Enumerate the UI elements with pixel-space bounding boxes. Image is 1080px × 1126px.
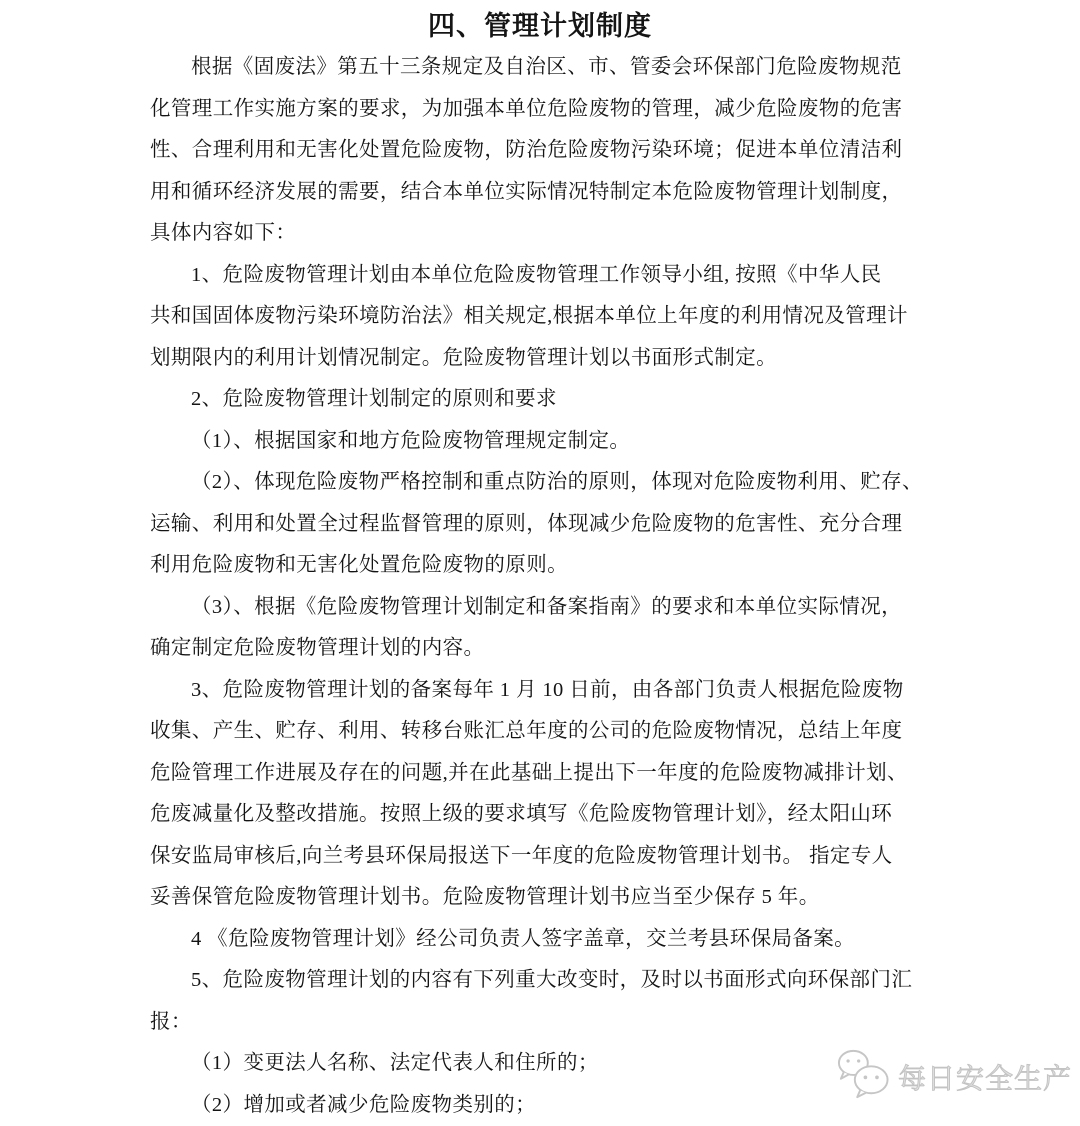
document-line: 4 《危险废物管理计划》经公司负责人签字盖章，交兰考县环保局备案。: [191, 927, 856, 950]
document-line: 确定制定危险废物管理计划的内容。: [150, 637, 485, 659]
document-line: （2）增加或者减少危险废物类别的；: [191, 1093, 537, 1116]
document-line: 划期限内的利用计划情况制定。危险废物管理计划以书面形式制定。: [150, 346, 777, 369]
document-line: 妥善保管危险废物管理计划书。危险废物管理计划书应当至少保存 5 年。: [150, 886, 820, 908]
document-line: （1）、根据国家和地方危险废物管理规定制定。: [191, 429, 631, 452]
watermark: [834, 1048, 1072, 1105]
document-line: 危废减量化及整改措施。按照上级的要求填写《危险废物管理计划》，经太阳山环: [150, 803, 893, 825]
document-line: 共和国固体废物污染环境防治法》相关规定,根据本单位上年度的利用情况及管理计: [150, 305, 908, 327]
document-line: 根据《固废法》第五十三条规定及自治区、市、管委会环保部门危险废物规范: [191, 56, 902, 78]
document-line: 3、危险废物管理计划的备案每年 1 月 10 日前，由各部门负责人根据危险废物: [191, 678, 904, 701]
document-line: 化管理工作实施方案的要求，为加强本单位危险废物的管理，减少危险废物的危害: [150, 97, 903, 120]
document-line: 2、危险废物管理计划制定的原则和要求: [191, 388, 557, 410]
document-body: [150, 47, 932, 1126]
wechat-icon: [834, 1048, 892, 1105]
document-line: （1）变更法人名称、法定代表人和住所的；: [191, 1052, 599, 1074]
document-line: 利用危险废物和无害化处置危险废物的原则。: [150, 554, 568, 576]
document-line: 用和循环经济发展的需要，结合本单位实际情况特制定本危险废物管理计划制度，: [150, 180, 903, 203]
document-line: 具体内容如下：: [150, 222, 297, 244]
document-line: 性、合理利用和无害化处置危险废物，防治危险废物污染环境；促进本单位清洁利: [150, 139, 903, 161]
document-line: （2）、体现危险废物严格控制和重点防治的原则，体现对危险废物利用、贮存、: [191, 471, 923, 493]
watermark-label: 每日安全生产: [898, 1062, 1073, 1094]
document-line: 5、危险废物管理计划的内容有下列重大改变时，及时以书面形式向环保部门汇: [191, 969, 913, 991]
document-line: 保安监局审核后,向兰考县环保局报送下一年度的危险废物管理计划书。 指定专人: [150, 844, 893, 867]
page-title: 四、管理计划制度: [428, 11, 652, 41]
document-line: 1、危险废物管理计划由本单位危险废物管理工作领导小组, 按照《中华人民: [191, 263, 882, 286]
document-line: 危险管理工作进展及存在的问题,并在此基础上提出下一年度的危险废物减排计划、: [150, 761, 908, 784]
document-line: （3）、根据《危险废物管理计划制定和备案指南》的要求和本单位实际情况，: [191, 595, 902, 618]
document-line: 收集、产生、贮存、利用、转移台账汇总年度的公司的危险废物情况，总结上年度: [150, 720, 903, 742]
document-line: 运输、利用和处置全过程监督管理的原则，体现减少危险废物的危害性、充分合理: [150, 512, 903, 535]
document-line: 报：: [150, 1010, 192, 1033]
